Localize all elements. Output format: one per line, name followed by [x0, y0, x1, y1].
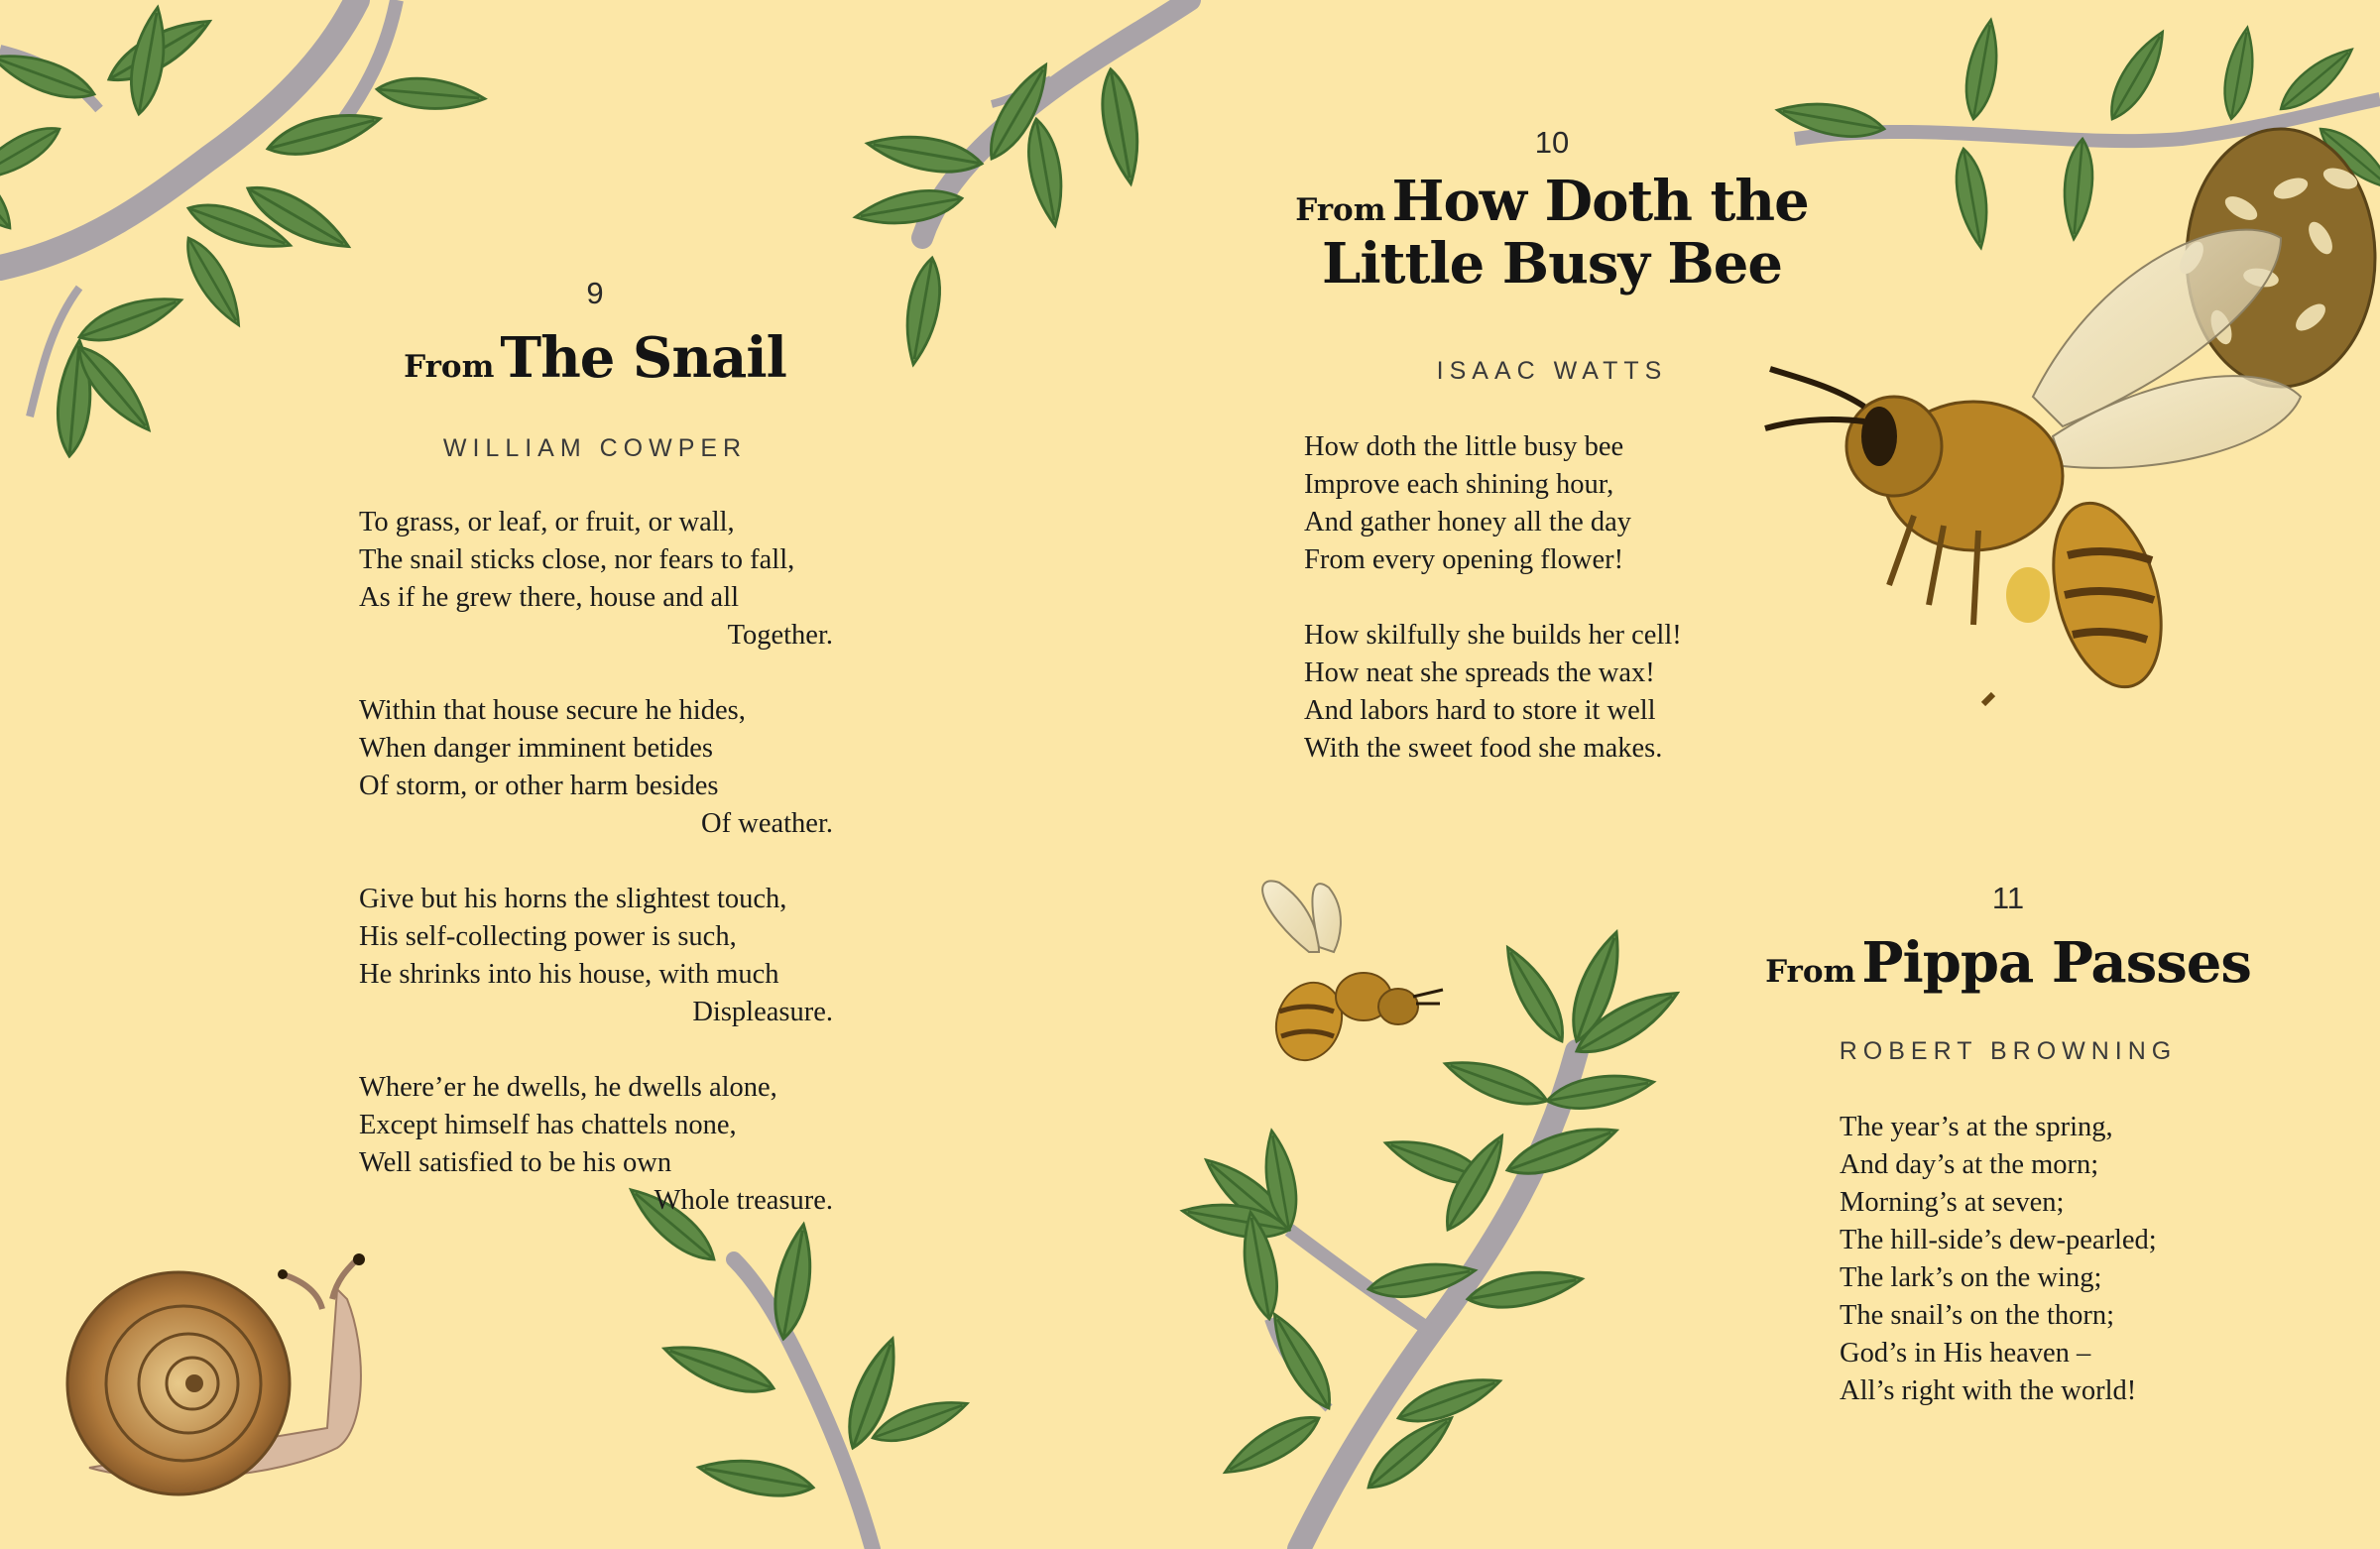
poem-line: Of weather.: [701, 808, 833, 839]
stanza: [1840, 1109, 2256, 1410]
poem-line: As if he grew there, house and all: [359, 582, 740, 613]
stanza: [359, 1069, 833, 1220]
title-text: The Snail: [500, 325, 786, 391]
poem-number: 10: [1534, 125, 1570, 160]
poem-line: Whole treasure.: [654, 1185, 833, 1216]
poem-body: [1840, 1109, 2256, 1448]
branch-icon: [1180, 927, 1685, 1549]
poem-line: Together.: [727, 620, 833, 651]
poem-line: All’s right with the world!: [1840, 1375, 2137, 1406]
poem-line: Well satisfied to be his own: [359, 1147, 672, 1178]
stanza: [359, 692, 833, 843]
title-line: [1240, 230, 1864, 297]
branch-icon: [853, 0, 1190, 367]
poem-line: He shrinks into his house, with much: [359, 959, 779, 990]
poem-author: WILLIAM COWPER: [442, 434, 748, 462]
poem-line: The lark’s on the wing;: [1840, 1262, 2102, 1293]
poem-line: Where’er he dwells, he dwells alone,: [359, 1072, 777, 1103]
snail-icon: [67, 1253, 365, 1494]
poem-line: God’s in His heaven –: [1840, 1338, 2091, 1369]
poem-line: With the sweet food she makes.: [1304, 733, 1663, 764]
title-prefix: From: [1295, 192, 1386, 228]
poem-line: When danger imminent betides: [359, 733, 713, 764]
poem-line: Within that house secure he hides,: [359, 695, 746, 726]
poem-line: Give but his horns the slightest touch,: [359, 884, 787, 914]
poem-line: The snail sticks close, nor fears to fall,: [359, 544, 795, 575]
poem-line: Displeasure.: [692, 997, 833, 1027]
title-line: [1240, 171, 1864, 233]
title-prefix: From: [1765, 954, 1856, 990]
poem-line: And gather honey all the day: [1304, 507, 1632, 537]
title-prefix: From: [404, 349, 495, 385]
poem-line: And labors hard to store it well: [1304, 695, 1656, 726]
poem-line: How doth the little busy bee: [1304, 431, 1624, 462]
poem-line: How neat she spreads the wax!: [1304, 657, 1655, 688]
poem-author: ROBERT BROWNING: [1839, 1037, 2178, 1065]
poem-title: [1240, 171, 1864, 295]
poem-number: 9: [586, 276, 604, 310]
poem-body: [359, 504, 833, 1257]
poem-line: The snail’s on the thorn;: [1840, 1300, 2115, 1331]
poem-body: [1304, 428, 1800, 805]
title-text: Pippa Passes: [1861, 930, 2251, 996]
poem-line: The year’s at the spring,: [1840, 1112, 2113, 1142]
poem-line: The hill-side’s dew-pearled;: [1840, 1225, 2157, 1255]
title-text: Little Busy Bee: [1322, 230, 1782, 297]
poem-line: Morning’s at seven;: [1840, 1187, 2065, 1218]
poem-author: ISAAC WATTS: [1436, 357, 1668, 385]
poem-title: [1745, 932, 2271, 995]
poem-line: His self-collecting power is such,: [359, 921, 737, 952]
poem-line: How skilfully she builds her cell!: [1304, 620, 1682, 651]
stanza: [1304, 428, 1800, 579]
stanza: [359, 504, 833, 655]
poem-number: 11: [1991, 881, 2025, 915]
poem-line: Improve each shining hour,: [1304, 469, 1614, 500]
stanza: [1304, 617, 1800, 768]
poem-line: From every opening flower!: [1304, 544, 1624, 575]
poem-line: Except himself has chattels none,: [359, 1110, 737, 1140]
poem-title: [337, 327, 853, 390]
poem-line: Of storm, or other harm besides: [359, 771, 719, 801]
poem-line: And day’s at the morn;: [1840, 1149, 2099, 1180]
title-text: How Doth the: [1391, 169, 1809, 234]
bee-icon: [1765, 230, 2301, 704]
poem-line: To grass, or leaf, or fruit, or wall,: [359, 507, 735, 537]
bee-icon: [1262, 881, 1443, 1069]
stanza: [359, 881, 833, 1031]
